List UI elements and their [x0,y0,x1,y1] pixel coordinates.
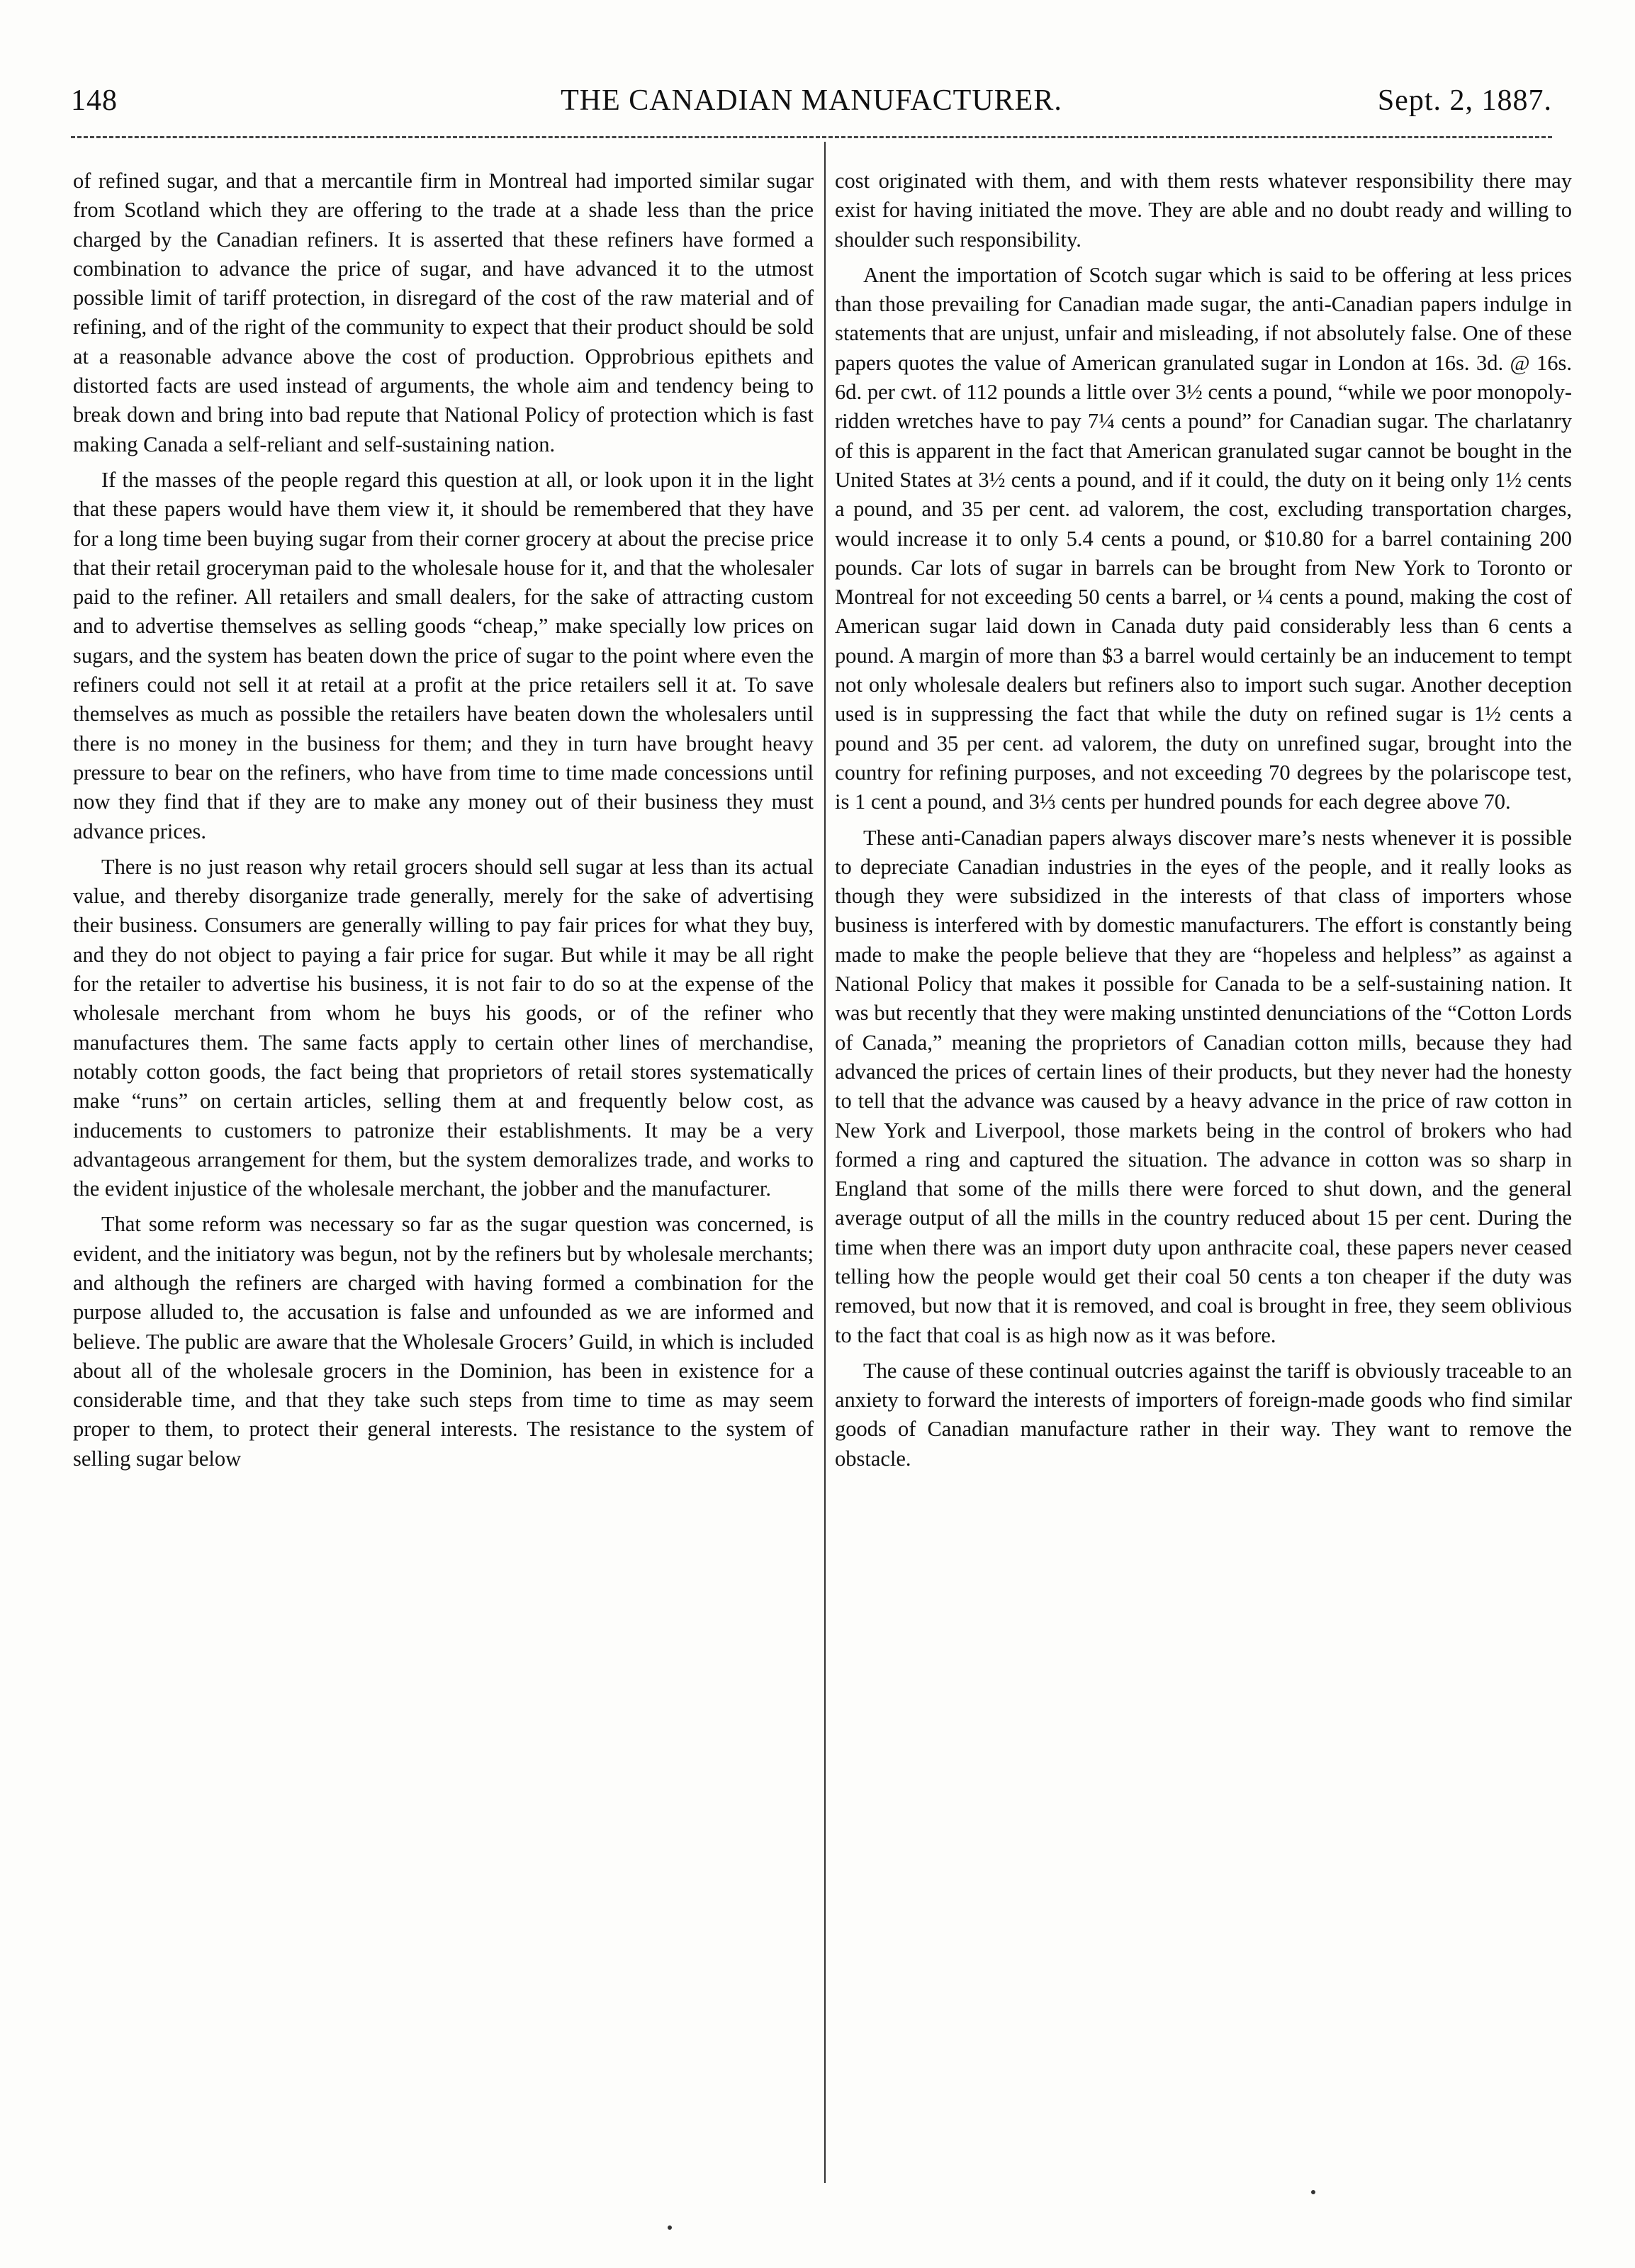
page-header [71,84,1552,126]
paragraph: There is no just reason why retail grocers should sell sugar at less than its actual value, and thereby disorganize trade generally, merely for the sake of advertising their business. Consumers are generally willing to pay fair prices for what they buy, and they do not object to paying a fair price for sugar. But while it may be all right for the retailer to advertise his business, it is not fair to do so at the expense of the wholesale merchant from whom he buys his goods, or of the refiner who manufactures them. The same facts apply to certain other lines of merchandise, notably cotton goods, the fact being that proprietors of retail stores systematically make “runs” on certain articles, selling them at and frequently below cost, as inducements to customers to patronize their establishments. It may be a very advantageous arrangement for them, but the system demoralizes trade, and works to the evident injustice of the wholesale merchant, the jobber and the manufacturer. [73,854,814,1201]
publication-title: THE CANADIAN MANUFACTURER. [561,84,1062,117]
header-rule [71,136,1552,138]
paragraph: These anti-Canadian papers always discover mare’s nests whenever it is possible to depreciate Canadian industries in the eyes of the people, and it really looks as though they were subsidized in the interests of that class of importers whose business is interfered with by domestic manufacturers. The effort is constantly being made to make the people believe that they are “hopeless and helpless” as against a National Policy that makes it possible for Canada to be a self-sustaining nation. It was but recently that they were making unstinted denunciations of the “Cotton Lords of Canada,” meaning the proprietors of Canadian cotton mills, because they had advanced the prices of certain lines of their products, but they never had the honesty to tell that the advance was caused by a heavy advance in the price of raw cotton in New York and Liverpool, those markets being in the control of brokers who had formed a ring and captured the situation. The advance in cotton was so sharp in England that some of the mills there were forced to shut down, and the general average output of all the mills in the country reduced about 15 per cent. During the time when there was an import duty upon anthracite coal, these papers never ceased telling how the people would get their coal 50 cents a ton cheaper if the duty was removed, but now that it is removed, and coal is brought in free, they seem oblivious to the fact that coal is as high now as it was before. [835,825,1572,1347]
page-number: 148 [71,84,118,117]
issue-date: Sept. 2, 1887. [1377,84,1552,117]
column-divider [824,142,826,2183]
paragraph: The cause of these continual outcries against the tariff is obviously traceable to an anxiety to forward the interests of importers of foreign-made goods who find similar goods of Canadian manufacture rather in their way. They want to remove the obstacle. [835,1358,1572,1471]
ink-speck [1311,2190,1315,2194]
paragraph: If the masses of the people regard this question at all, or look upon it in the light that these papers would have them view it, it should be remembered that they have for a long time been buying sugar from their corner grocery at about the precise price that their retail groceryman paid to the wholesale house for it, and that the wholesaler paid to the refiner. All retailers and small dealers, for the sake of attracting custom and to advertise themselves as selling goods “cheap,” make specially low prices on sugars, and the system has beaten down the price of sugar to the point where even the refiners could not sell it at retail at a profit at the price retailers sell it at. To save themselves as much as possible the retailers have beaten down the wholesalers until there is no money in the business for them; and they in turn have brought heavy pressure to bear on the refiners, who have from time to time made concessions until now they find that if they are to make any money out of their business they must advance prices. [73,467,814,843]
paragraph: cost originated with them, and with them rests whatever responsibility there may exist for having initiated the move. They are able and no doubt ready and willing to shoulder such responsibility. [835,169,1572,252]
paragraph: That some reform was necessary so far as the sugar question was concerned, is evident, and the initiatory was begun, not by the refiners but by wholesale merchants; and although the refiners are charged with having formed a combination for the purpose alluded to, the accusation is false and unfounded as we are informed and believe. The public are aware that the Wholesale Grocers’ Guild, in which is included about all of the wholesale grocers in the Dominion, has been in existence for a considerable time, and that they take such steps from time to time as may seem proper to them, to protect their general interests. The resistance to the system of selling sugar below [73,1212,814,1471]
paragraph: Anent the importation of Scotch sugar which is said to be offering at less prices than those prevailing for Canadian made sugar, the anti-Canadian papers indulge in statements that are unjust, unfair and misleading, if not absolutely false. One of these papers quotes the value of American granulated sugar in London at 16s. 3d. @ 16s. 6d. per cwt. of 112 pounds a little over 3½ cents a pound, “while we poor monopoly-ridden wretches have to pay 7¼ cents a pound” for Canadian sugar. The charlatanry of this is apparent in the fact that American granulated sugar cannot be bought in the United States at 3½ cents a pound, and if it could, the duty on it being only 1½ cents a pound, and 35 per cent. ad valorem, the cost, excluding transportation charges, would increase it to only 5.4 cents a pound, or $10.80 for a barrel containing 200 pounds. Car lots of sugar in barrels can be brought from New York to Toronto or Montreal for not exceeding 50 cents a barrel, or ¼ cents a pound, making the cost of American sugar laid down in Canada duty paid considerably less than 6 cents a pound. A margin of more than $3 a barrel would certainly be an inducement to tempt not only wholesale dealers but refiners also to import such sugar. Another deception used is in suppressing the fact that while the duty on refined sugar is 1½ cents a pound and 35 per cent. ad valorem, the duty on unrefined sugar, brought into the country for refining purposes, and not exceeding 70 degrees by the polariscope test, is 1 cent a pound, and 3⅓ cents per hundred pounds for each degree above 70. [835,262,1572,814]
left-column [73,167,814,2179]
ink-speck [668,2225,672,2230]
right-column [835,167,1572,2179]
paragraph: of refined sugar, and that a mercantile firm in Montreal had imported similar sugar from Scotland which they are offering to the trade at a shade less than the price charged by the Canadian refiners. It is asserted that these refiners have formed a combination to advance the price of sugar, and have advanced it to the utmost possible limit of tariff protection, in disregard of the cost of the raw material and of refining, and of the right of the community to expect that their product should be sold at a reasonable advance above the cost of production. Opprobrious epithets and distorted facts are used instead of arguments, the whole aim and tendency being to break down and bring into bad repute that National Policy of protection which is fast making Canada a self-reliant and self-sustaining nation. [73,169,814,456]
